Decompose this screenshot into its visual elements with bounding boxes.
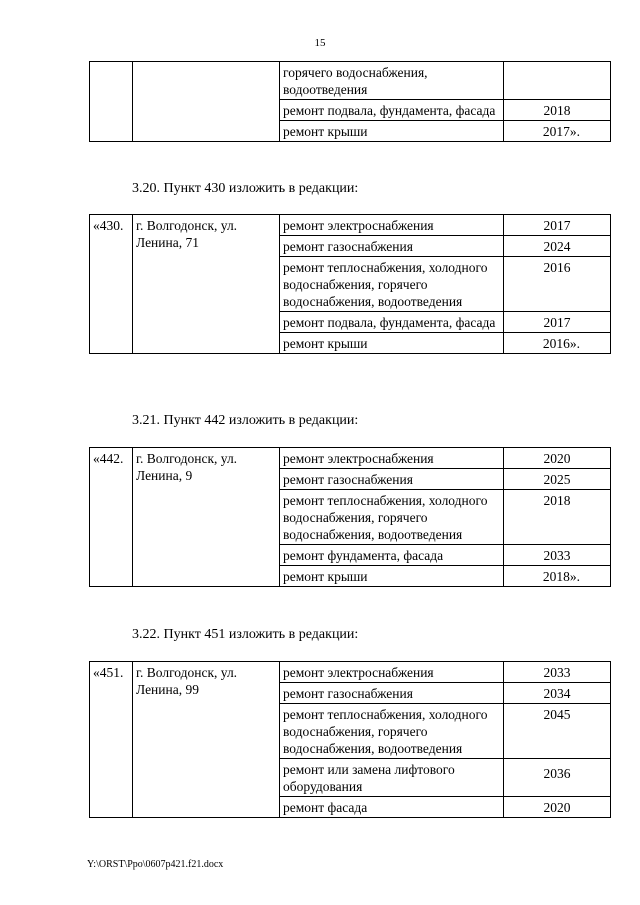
work-cell: ремонт теплоснабжения, холодного водоснабжения, горячего водоснабжения, водоотведения	[280, 490, 504, 545]
table-row	[90, 215, 611, 236]
work-cell: ремонт крыши	[280, 333, 504, 354]
year-cell: 2025	[504, 469, 611, 490]
work-cell: горячего водоснабжения, водоотведения	[280, 62, 504, 100]
work-cell: ремонт фундамента, фасада	[280, 545, 504, 566]
year-cell: 2036	[504, 759, 611, 797]
year-cell: 2017	[504, 312, 611, 333]
work-cell: ремонт теплоснабжения, холодного водоснабжения, горячего водоснабжения, водоотведения	[280, 704, 504, 759]
work-cell: ремонт электроснабжения	[280, 662, 504, 683]
item-number: «451.	[90, 662, 133, 818]
work-cell: ремонт фасада	[280, 797, 504, 818]
year-cell: 2020	[504, 448, 611, 469]
year-cell: 2018».	[504, 566, 611, 587]
work-cell: ремонт электроснабжения	[280, 215, 504, 236]
work-cell: ремонт газоснабжения	[280, 469, 504, 490]
page-number: 15	[314, 37, 326, 49]
year-cell: 2018	[504, 100, 611, 121]
address-cell: г. Волгодонск, ул. Ленина, 99	[133, 662, 280, 818]
work-cell: ремонт подвала, фундамента, фасада	[280, 100, 504, 121]
work-cell: ремонт газоснабжения	[280, 683, 504, 704]
section-heading: 3.20. Пункт 430 изложить в редакции:	[132, 181, 359, 196]
year-cell	[504, 62, 611, 100]
year-cell: 2020	[504, 797, 611, 818]
section-heading: 3.22. Пункт 451 изложить в редакции:	[132, 627, 359, 642]
year-cell: 2018	[504, 490, 611, 545]
year-cell: 2045	[504, 704, 611, 759]
address-cell: г. Волгодонск, ул. Ленина, 71	[133, 215, 280, 354]
work-cell: ремонт крыши	[280, 121, 504, 142]
year-cell: 2017	[504, 215, 611, 236]
section-table	[89, 214, 611, 354]
address-cell	[133, 62, 280, 142]
work-cell: ремонт крыши	[280, 566, 504, 587]
year-cell: 2024	[504, 236, 611, 257]
year-cell: 2033	[504, 545, 611, 566]
year-cell: 2034	[504, 683, 611, 704]
item-number: «430.	[90, 215, 133, 354]
work-cell: ремонт или замена лифтового оборудования	[280, 759, 504, 797]
work-cell: ремонт электроснабжения	[280, 448, 504, 469]
year-cell: 2017».	[504, 121, 611, 142]
number-cell	[90, 62, 133, 142]
work-cell: ремонт газоснабжения	[280, 236, 504, 257]
section-table	[89, 661, 611, 818]
item-number: «442.	[90, 448, 133, 587]
table-row	[90, 448, 611, 469]
work-cell: ремонт теплоснабжения, холодного водоснабжения, горячего водоснабжения, водоотведения	[280, 257, 504, 312]
section-table	[89, 447, 611, 587]
section-heading: 3.21. Пункт 442 изложить в редакции:	[132, 413, 359, 428]
work-cell: ремонт подвала, фундамента, фасада	[280, 312, 504, 333]
file-path-footer: Y:\ORST\Ppo\0607p421.f21.docx	[87, 859, 224, 870]
table-row	[90, 662, 611, 683]
year-cell: 2016	[504, 257, 611, 312]
table-row	[90, 62, 611, 100]
year-cell: 2016».	[504, 333, 611, 354]
continuation-table	[89, 61, 611, 142]
year-cell: 2033	[504, 662, 611, 683]
address-cell: г. Волгодонск, ул. Ленина, 9	[133, 448, 280, 587]
